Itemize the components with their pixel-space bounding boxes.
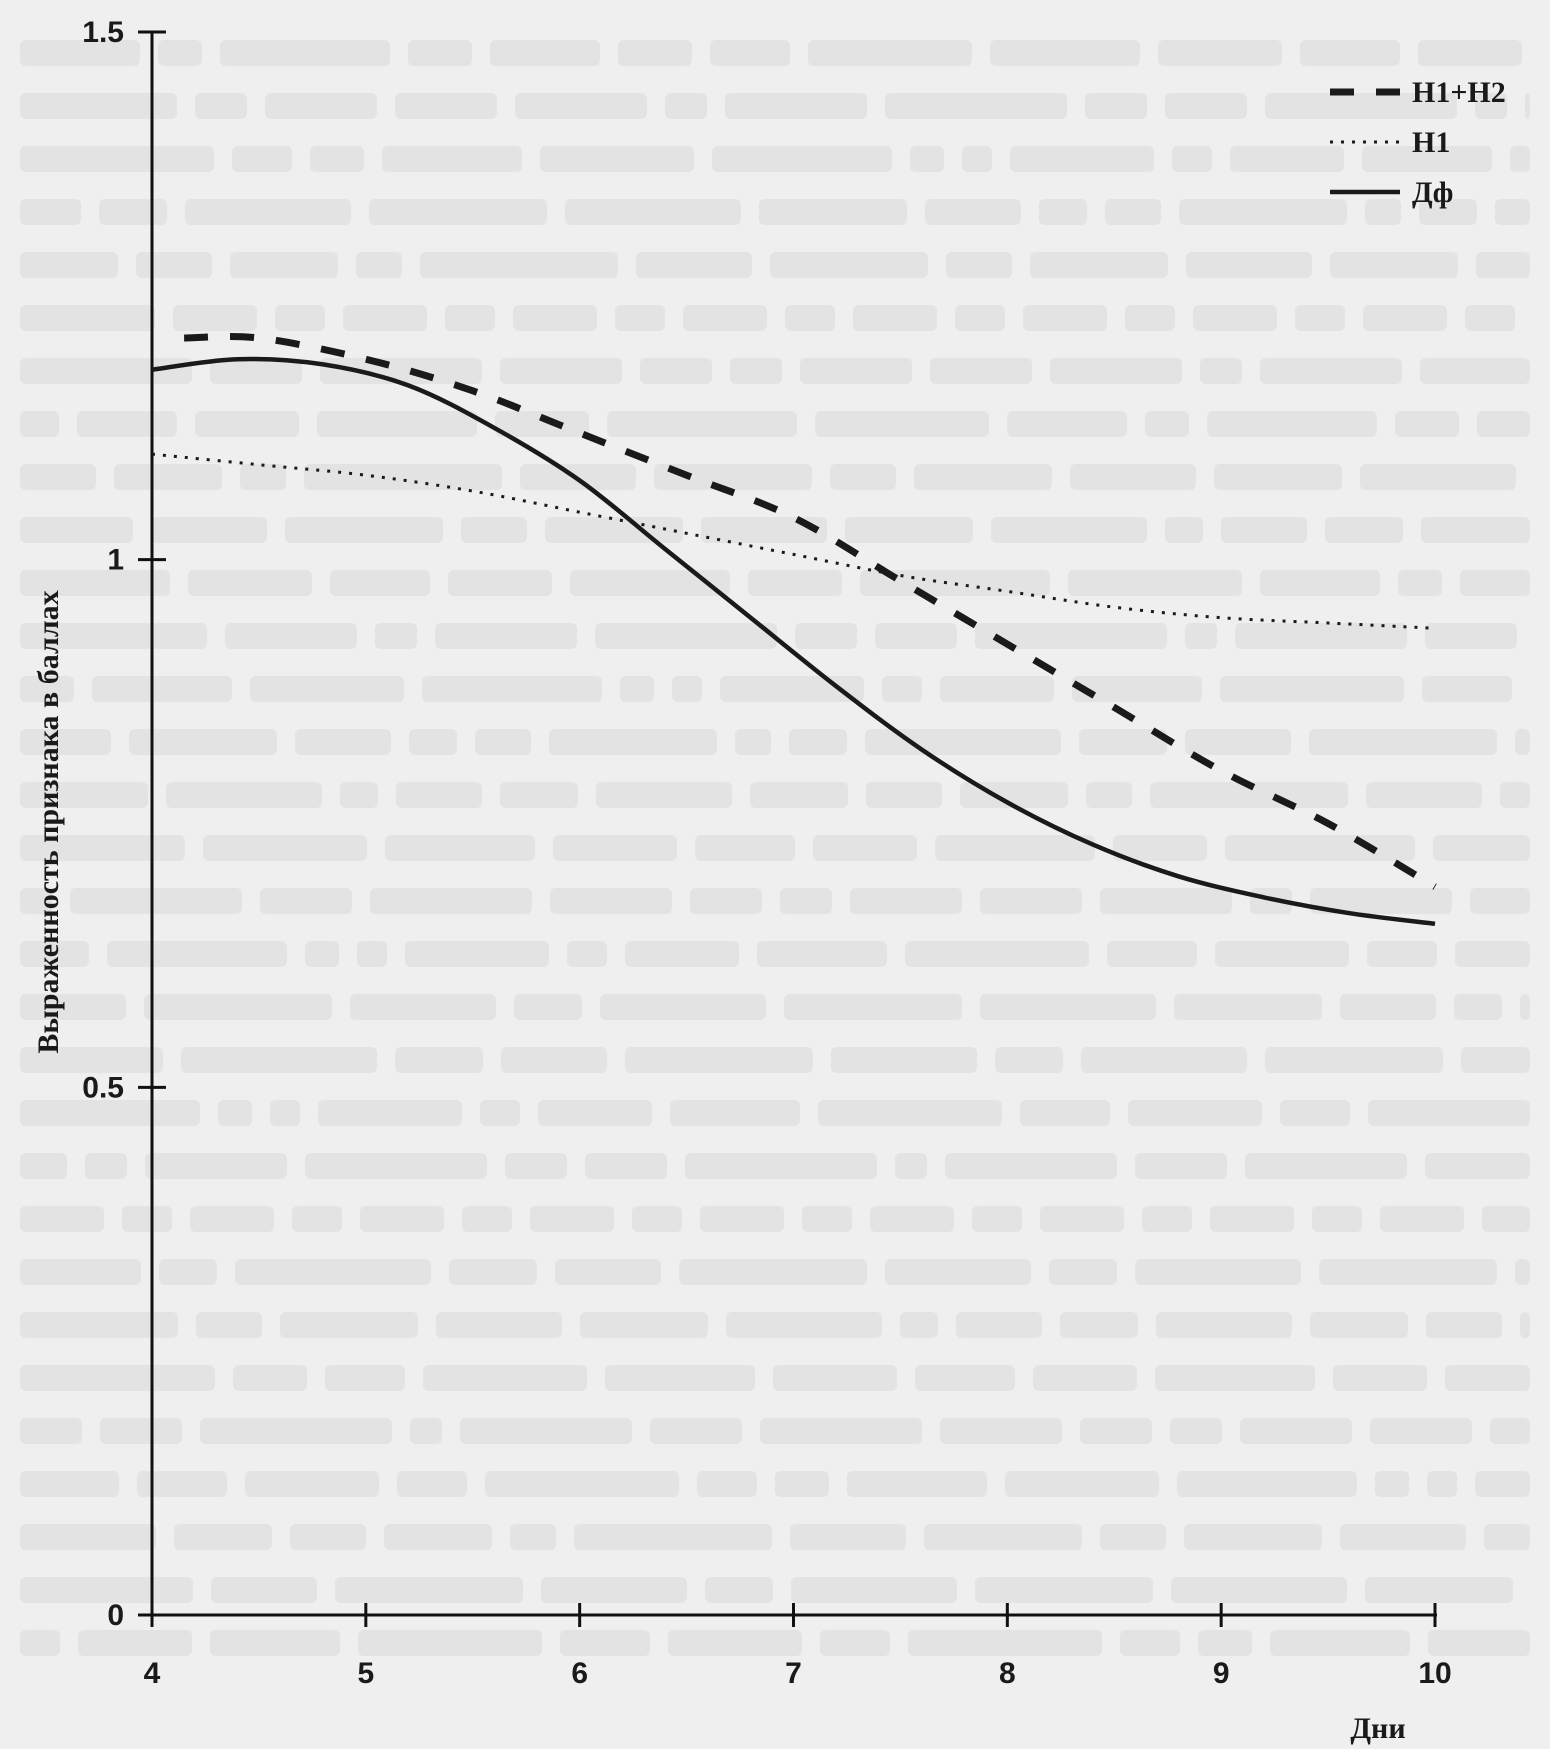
series-layer — [152, 336, 1435, 923]
legend-label: Дф — [1412, 176, 1454, 209]
legend-label: H1 — [1412, 126, 1451, 159]
x-tick-label: 10 — [1418, 1657, 1452, 1690]
y-tick-label: 0 — [107, 1599, 124, 1632]
legend — [1330, 76, 1506, 209]
legend-label: H1+H2 — [1412, 76, 1506, 109]
x-tick-label: 5 — [357, 1657, 375, 1690]
x-tick-label: 9 — [1212, 1657, 1230, 1690]
x-tick-label: 7 — [785, 1657, 802, 1690]
series-line-3 — [152, 359, 1435, 924]
y-axis-label: Выраженность признака в баллах — [32, 590, 65, 1054]
series-line-1 — [184, 336, 1435, 886]
axes — [82, 16, 1454, 1690]
x-axis-label: Дни — [1350, 1712, 1406, 1745]
x-tick-label: 6 — [571, 1657, 589, 1690]
y-tick-label: 1.5 — [82, 16, 124, 49]
series-line-2 — [152, 454, 1435, 628]
y-tick-label: 1 — [107, 543, 124, 577]
y-tick-label: 0.5 — [82, 1071, 124, 1105]
x-tick-label: 4 — [143, 1657, 161, 1690]
x-tick-label: 8 — [998, 1657, 1016, 1690]
